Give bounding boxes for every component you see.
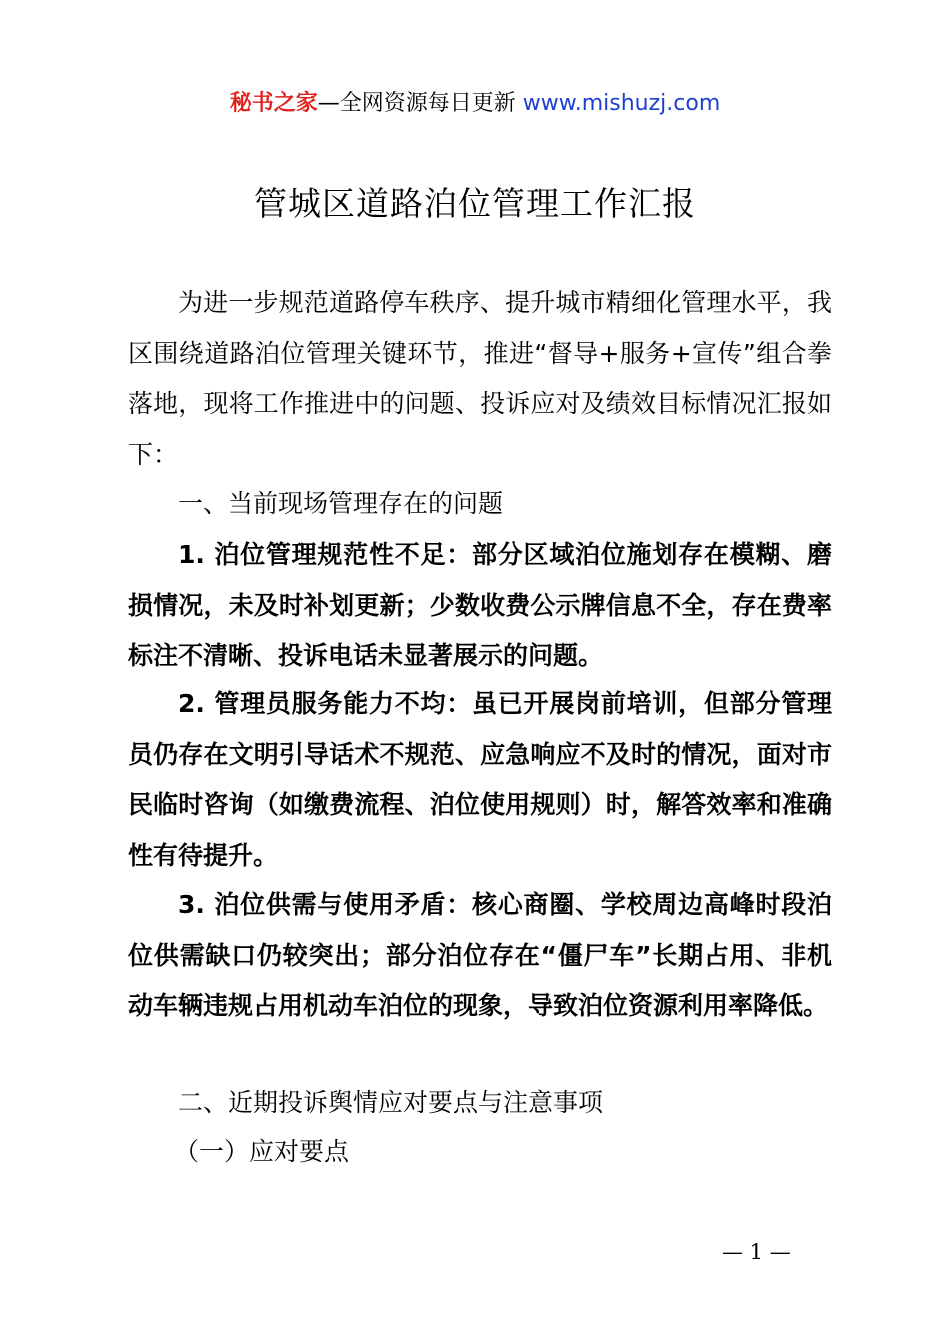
document-title: 管城区道路泊位管理工作汇报 [254, 184, 696, 223]
intro-paragraph: 为进一步规范道路停车秩序、提升城市精细化管理水平，我区围绕道路泊位管理关键环节，推进“督导+服务+宣传”组合拳落地，现将工作推进中的问题、投诉应对及绩效目标情况汇报如下： [128, 288, 832, 469]
problem-item-2: 2. 管理员服务能力不均：虽已开展岗前培训，但部分管理员仍存在文明引导话术不规范、应急响应不及时的情况，面对市民临时咨询（如缴费流程、泊位使用规则）时，解答效率和准确性有待提升。 [128, 689, 832, 870]
page-number: — 1 — [722, 1240, 791, 1264]
site-url-link[interactable]: www.mishuzj.com [522, 91, 721, 116]
section-1-heading: 一、当前现场管理存在的问题 [178, 489, 504, 518]
subsection-1-heading: （一）应对要点 [174, 1137, 350, 1166]
brand-name: 秘书之家 [229, 91, 318, 116]
header-slogan: —全网资源每日更新 [317, 91, 523, 116]
section-2-heading: 二、近期投诉舆情应对要点与注意事项 [178, 1088, 604, 1117]
site-header-banner [0, 88, 950, 120]
problem-item-3: 3. 泊位供需与使用矛盾：核心商圈、学校周边高峰时段泊位供需缺口仍较突出；部分泊位存在“僵尸车”长期占用、非机动车辆违规占用机动车泊位的现象，导致泊位资源利用率降低。 [128, 890, 832, 1020]
problem-item-1: 1. 泊位管理规范性不足：部分区域泊位施划存在模糊、磨损情况，未及时补划更新；少数收费公示牌信息不全，存在费率标注不清晰、投诉电话未显著展示的问题。 [128, 540, 832, 670]
